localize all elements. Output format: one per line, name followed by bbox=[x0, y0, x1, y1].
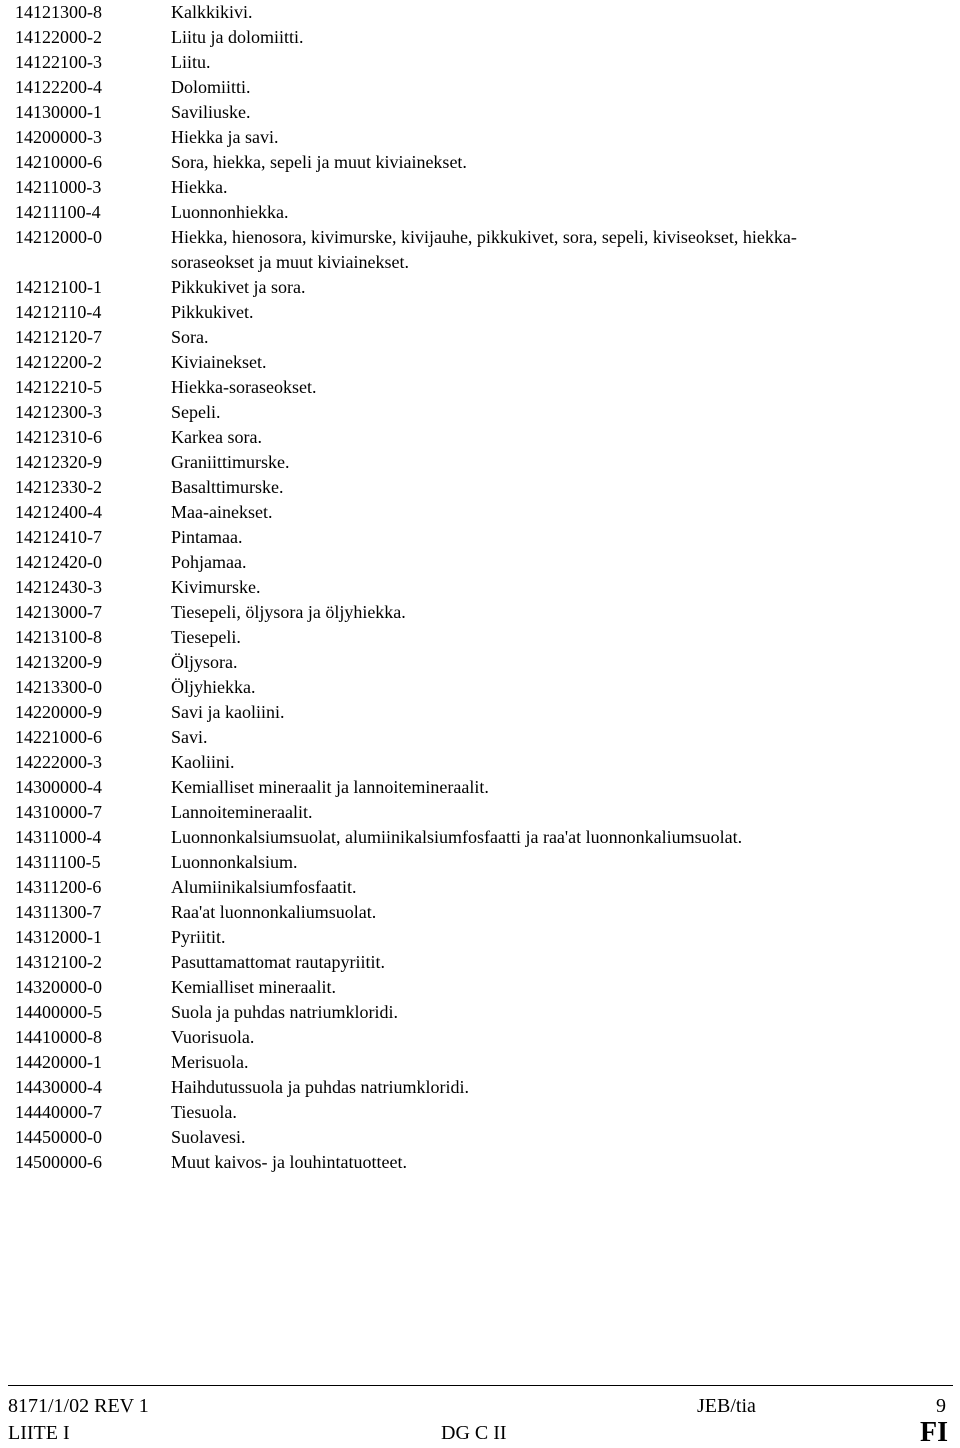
cpv-description bbox=[171, 375, 945, 400]
cpv-description bbox=[171, 825, 945, 850]
cpv-description bbox=[171, 1100, 945, 1125]
cpv-description-text: Pintamaa. bbox=[171, 527, 243, 547]
cpv-description-text: Savi ja kaoliini. bbox=[171, 702, 285, 722]
list-item bbox=[15, 1075, 945, 1100]
cpv-code: 14212420-0 bbox=[15, 552, 102, 572]
cpv-description bbox=[171, 750, 945, 775]
cpv-description-continuation: soraseokset ja muut kiviainekset. bbox=[171, 252, 409, 272]
cpv-description bbox=[171, 575, 945, 600]
cpv-description bbox=[171, 850, 945, 875]
cpv-description bbox=[171, 75, 945, 100]
list-item bbox=[15, 750, 945, 775]
cpv-description-text: Muut kaivos- ja louhintatuotteet. bbox=[171, 1152, 407, 1172]
cpv-description-text: Karkea sora. bbox=[171, 427, 262, 447]
footer-initials: JEB/tia bbox=[697, 1395, 756, 1417]
cpv-description-text: Liitu ja dolomiitti. bbox=[171, 27, 304, 47]
cpv-description bbox=[171, 100, 945, 125]
cpv-description-text: Savi. bbox=[171, 727, 208, 747]
cpv-description-text: Suolavesi. bbox=[171, 1127, 246, 1147]
cpv-code: 14221000-6 bbox=[15, 727, 102, 747]
list-item bbox=[15, 300, 945, 325]
cpv-description-text: Haihdutussuola ja puhdas natriumkloridi. bbox=[171, 1077, 469, 1097]
list-item bbox=[15, 1150, 945, 1175]
cpv-code: 14312100-2 bbox=[15, 952, 102, 972]
list-item bbox=[15, 825, 945, 850]
list-item bbox=[15, 175, 945, 200]
cpv-description-text: Maa-ainekset. bbox=[171, 502, 273, 522]
cpv-description-text: Lannoitemineraalit. bbox=[171, 802, 313, 822]
list-item bbox=[15, 275, 945, 300]
cpv-description bbox=[171, 875, 945, 900]
cpv-code: 14211100-4 bbox=[15, 202, 101, 222]
cpv-description bbox=[171, 625, 945, 650]
cpv-description bbox=[171, 775, 945, 800]
cpv-description bbox=[171, 700, 945, 725]
cpv-code: 14220000-9 bbox=[15, 702, 102, 722]
list-item bbox=[15, 975, 945, 1000]
list-item bbox=[15, 800, 945, 825]
cpv-code: 14121300-8 bbox=[15, 2, 102, 22]
cpv-code: 14320000-0 bbox=[15, 977, 102, 997]
cpv-description-text: Sepeli. bbox=[171, 402, 221, 422]
cpv-code: 14311300-7 bbox=[15, 902, 102, 922]
cpv-code: 14210000-6 bbox=[15, 152, 102, 172]
cpv-description-text: Pikkukivet ja sora. bbox=[171, 277, 306, 297]
cpv-description bbox=[171, 450, 945, 475]
list-item bbox=[15, 475, 945, 500]
cpv-description-text: Kivimurske. bbox=[171, 577, 261, 597]
cpv-description bbox=[171, 475, 945, 500]
cpv-description bbox=[171, 650, 945, 675]
list-item bbox=[15, 150, 945, 175]
cpv-code: 14212120-7 bbox=[15, 327, 102, 347]
list-item bbox=[15, 1050, 945, 1075]
cpv-description bbox=[171, 0, 945, 25]
cpv-description-text: Luonnonkalsium. bbox=[171, 852, 298, 872]
cpv-code: 14212330-2 bbox=[15, 477, 102, 497]
list-item bbox=[15, 50, 945, 75]
cpv-code: 14122200-4 bbox=[15, 77, 102, 97]
cpv-code: 14311200-6 bbox=[15, 877, 102, 897]
cpv-code: 14440000-7 bbox=[15, 1102, 102, 1122]
cpv-description-text: Basalttimurske. bbox=[171, 477, 284, 497]
cpv-description-text: Tiesepeli, öljysora ja öljyhiekka. bbox=[171, 602, 406, 622]
cpv-description-text: Dolomiitti. bbox=[171, 77, 251, 97]
list-item bbox=[15, 325, 945, 350]
list-item bbox=[15, 950, 945, 975]
cpv-code-list bbox=[15, 0, 945, 1175]
cpv-code: 14122000-2 bbox=[15, 27, 102, 47]
footer-page-number: 9 bbox=[936, 1395, 946, 1417]
list-item bbox=[15, 350, 945, 375]
cpv-code: 14212200-2 bbox=[15, 352, 102, 372]
cpv-description bbox=[171, 225, 945, 275]
cpv-description bbox=[171, 50, 945, 75]
list-item bbox=[15, 600, 945, 625]
cpv-code: 14213000-7 bbox=[15, 602, 102, 622]
cpv-code: 14213200-9 bbox=[15, 652, 102, 672]
cpv-description bbox=[171, 175, 945, 200]
list-item bbox=[15, 900, 945, 925]
cpv-code: 14212110-4 bbox=[15, 302, 102, 322]
list-item bbox=[15, 650, 945, 675]
cpv-description bbox=[171, 400, 945, 425]
cpv-description bbox=[171, 975, 945, 1000]
cpv-description-text: Hiekka. bbox=[171, 177, 228, 197]
cpv-code: 14410000-8 bbox=[15, 1027, 102, 1047]
cpv-description bbox=[171, 925, 945, 950]
cpv-description-text: Öljyhiekka. bbox=[171, 677, 256, 697]
cpv-description-text: Sora. bbox=[171, 327, 209, 347]
cpv-description bbox=[171, 550, 945, 575]
cpv-description-text: Pasuttamattomat rautapyriitit. bbox=[171, 952, 385, 972]
list-item bbox=[15, 725, 945, 750]
list-item bbox=[15, 575, 945, 600]
cpv-code: 14311000-4 bbox=[15, 827, 102, 847]
list-item bbox=[15, 75, 945, 100]
cpv-description bbox=[171, 950, 945, 975]
list-item bbox=[15, 450, 945, 475]
cpv-code: 14312000-1 bbox=[15, 927, 102, 947]
list-item bbox=[15, 125, 945, 150]
list-item bbox=[15, 200, 945, 225]
cpv-description bbox=[171, 1000, 945, 1025]
list-item bbox=[15, 500, 945, 525]
cpv-description bbox=[171, 1050, 945, 1075]
cpv-code: 14500000-6 bbox=[15, 1152, 102, 1172]
cpv-code: 14300000-4 bbox=[15, 777, 102, 797]
list-item bbox=[15, 700, 945, 725]
cpv-description bbox=[171, 425, 945, 450]
list-item bbox=[15, 400, 945, 425]
cpv-description bbox=[171, 275, 945, 300]
cpv-description-text: Hiekka-soraseokset. bbox=[171, 377, 317, 397]
cpv-description-text: Raa'at luonnonkaliumsuolat. bbox=[171, 902, 377, 922]
cpv-description-text: Sora, hiekka, sepeli ja muut kiviainekset. bbox=[171, 152, 467, 172]
cpv-description-text: Pyriitit. bbox=[171, 927, 226, 947]
list-item bbox=[15, 375, 945, 400]
cpv-code: 14212400-4 bbox=[15, 502, 102, 522]
list-item bbox=[15, 1125, 945, 1150]
cpv-code: 14213100-8 bbox=[15, 627, 102, 647]
cpv-description-text: Pohjamaa. bbox=[171, 552, 247, 572]
cpv-code: 14311100-5 bbox=[15, 852, 101, 872]
cpv-description-text: Öljysora. bbox=[171, 652, 238, 672]
cpv-code: 14212300-3 bbox=[15, 402, 102, 422]
cpv-code: 14200000-3 bbox=[15, 127, 102, 147]
cpv-code: 14212000-0 bbox=[15, 227, 102, 247]
cpv-description-text: Saviliuske. bbox=[171, 102, 251, 122]
cpv-description-text: Kaoliini. bbox=[171, 752, 235, 772]
list-item bbox=[15, 550, 945, 575]
cpv-code: 14212320-9 bbox=[15, 452, 102, 472]
footer-language: FI bbox=[920, 1417, 948, 1448]
list-item bbox=[15, 850, 945, 875]
list-item bbox=[15, 775, 945, 800]
cpv-description bbox=[171, 525, 945, 550]
cpv-description bbox=[171, 150, 945, 175]
cpv-description bbox=[171, 300, 945, 325]
cpv-code: 14211000-3 bbox=[15, 177, 102, 197]
cpv-description bbox=[171, 675, 945, 700]
list-item bbox=[15, 225, 945, 275]
footer-annex: LIITE I bbox=[8, 1422, 70, 1444]
cpv-description bbox=[171, 125, 945, 150]
list-item bbox=[15, 1000, 945, 1025]
cpv-code: 14450000-0 bbox=[15, 1127, 102, 1147]
cpv-code: 14212210-5 bbox=[15, 377, 102, 397]
cpv-description-text: Kalkkikivi. bbox=[171, 2, 253, 22]
cpv-description-text: Pikkukivet. bbox=[171, 302, 254, 322]
cpv-code: 14213300-0 bbox=[15, 677, 102, 697]
cpv-code: 14212430-3 bbox=[15, 577, 102, 597]
cpv-description bbox=[171, 25, 945, 50]
cpv-description-text: Merisuola. bbox=[171, 1052, 249, 1072]
cpv-description-text: Liitu. bbox=[171, 52, 211, 72]
cpv-code: 14420000-1 bbox=[15, 1052, 102, 1072]
cpv-code: 14212310-6 bbox=[15, 427, 102, 447]
cpv-description bbox=[171, 325, 945, 350]
cpv-description-text: Alumiinikalsiumfosfaatit. bbox=[171, 877, 357, 897]
cpv-description bbox=[171, 200, 945, 225]
cpv-description bbox=[171, 800, 945, 825]
cpv-description bbox=[171, 350, 945, 375]
list-item bbox=[15, 100, 945, 125]
cpv-description-text: Luonnonkalsiumsuolat, alumiinikalsiumfosfaatti ja raa'at luonnonkaliumsuolat. bbox=[171, 827, 743, 847]
list-item bbox=[15, 1100, 945, 1125]
list-item bbox=[15, 425, 945, 450]
cpv-description-text: Hiekka ja savi. bbox=[171, 127, 279, 147]
list-item bbox=[15, 675, 945, 700]
cpv-description bbox=[171, 1150, 945, 1175]
cpv-code: 14122100-3 bbox=[15, 52, 102, 72]
cpv-code: 14222000-3 bbox=[15, 752, 102, 772]
cpv-description-text: Vuorisuola. bbox=[171, 1027, 255, 1047]
cpv-description bbox=[171, 500, 945, 525]
cpv-code: 14130000-1 bbox=[15, 102, 102, 122]
list-item bbox=[15, 925, 945, 950]
cpv-description-text: Kemialliset mineraalit ja lannoitemineraalit. bbox=[171, 777, 489, 797]
cpv-code: 14430000-4 bbox=[15, 1077, 102, 1097]
cpv-code: 14400000-5 bbox=[15, 1002, 102, 1022]
cpv-description bbox=[171, 600, 945, 625]
list-item bbox=[15, 625, 945, 650]
footer-doc-ref: 8171/1/02 REV 1 bbox=[8, 1395, 149, 1417]
cpv-description-text: Tiesuola. bbox=[171, 1102, 237, 1122]
list-item bbox=[15, 525, 945, 550]
cpv-description bbox=[171, 1025, 945, 1050]
cpv-description bbox=[171, 1125, 945, 1150]
cpv-description-text: Kiviainekset. bbox=[171, 352, 267, 372]
list-item bbox=[15, 25, 945, 50]
cpv-code: 14310000-7 bbox=[15, 802, 102, 822]
list-item bbox=[15, 1025, 945, 1050]
cpv-description bbox=[171, 1075, 945, 1100]
cpv-code: 14212410-7 bbox=[15, 527, 102, 547]
cpv-description-text: Luonnonhiekka. bbox=[171, 202, 289, 222]
list-item bbox=[15, 875, 945, 900]
footer-rule bbox=[8, 1385, 953, 1386]
footer-dg: DG C II bbox=[441, 1422, 507, 1444]
cpv-description-text: Graniittimurske. bbox=[171, 452, 290, 472]
cpv-description-text: Kemialliset mineraalit. bbox=[171, 977, 336, 997]
cpv-description bbox=[171, 725, 945, 750]
cpv-description-text: Tiesepeli. bbox=[171, 627, 241, 647]
cpv-description bbox=[171, 900, 945, 925]
cpv-description-text: Suola ja puhdas natriumkloridi. bbox=[171, 1002, 398, 1022]
cpv-description-text: Hiekka, hienosora, kivimurske, kivijauhe, pikkukivet, sora, sepeli, kiviseokset, hiekka- bbox=[171, 227, 797, 247]
cpv-code: 14212100-1 bbox=[15, 277, 102, 297]
list-item bbox=[15, 0, 945, 25]
